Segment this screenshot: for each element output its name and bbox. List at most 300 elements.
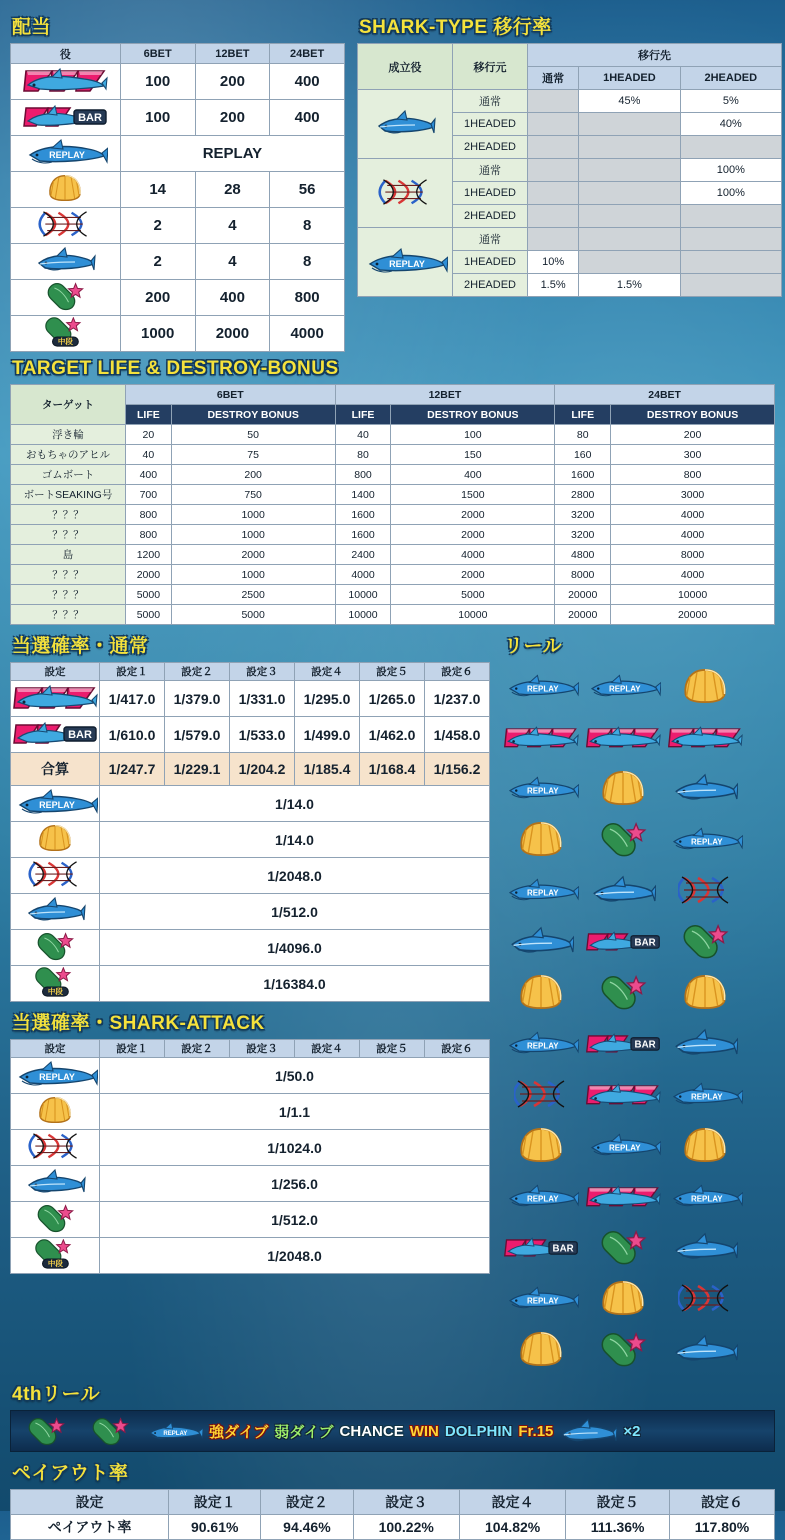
dna-icon bbox=[678, 1281, 732, 1315]
prob-value: 1/168.4 bbox=[360, 753, 425, 786]
table-row-total bbox=[11, 753, 490, 786]
table-row bbox=[11, 172, 345, 208]
prob-column bbox=[10, 625, 490, 1274]
header-life: LIFE bbox=[555, 405, 611, 425]
payout-value: 28 bbox=[195, 172, 270, 208]
target-value: 160 bbox=[555, 445, 611, 465]
header-setting-5: 設定５ bbox=[360, 663, 425, 681]
transition-value bbox=[528, 159, 579, 182]
starfish-icon bbox=[22, 281, 108, 311]
transition-value bbox=[680, 205, 781, 228]
reel-symbol-shark-7-pink bbox=[666, 713, 744, 761]
target-value: 1000 bbox=[171, 565, 335, 585]
reel-column-1 bbox=[502, 662, 580, 1373]
header-setting-1: 設定１ bbox=[100, 1040, 165, 1058]
reel-symbol-starfish bbox=[666, 917, 744, 965]
header-destroy: DESTROY BONUS bbox=[171, 405, 335, 425]
payout-header-role: 役 bbox=[11, 44, 121, 64]
symbol-shell bbox=[11, 172, 121, 208]
target-value: 40 bbox=[335, 425, 391, 445]
symbol-shark-blue bbox=[11, 1166, 100, 1202]
target-value: 800 bbox=[126, 505, 172, 525]
prob-value: 1/579.0 bbox=[165, 717, 230, 753]
reel-symbol-shell bbox=[502, 815, 580, 863]
header-setting-3: 設定３ bbox=[353, 1490, 459, 1515]
payout-value: 4000 bbox=[270, 316, 345, 352]
prob-value: 1/417.0 bbox=[100, 681, 165, 717]
reel-symbol-dna bbox=[666, 1274, 744, 1322]
target-value: 2800 bbox=[555, 485, 611, 505]
payout-rate-value: 117.80% bbox=[669, 1515, 774, 1540]
svg-text:REPLAY: REPLAY bbox=[389, 258, 425, 269]
target-value: 20 bbox=[126, 425, 172, 445]
payout-value: 200 bbox=[195, 100, 270, 136]
svg-text:REPLAY: REPLAY bbox=[527, 786, 559, 796]
table-row bbox=[11, 681, 490, 717]
symbol-shark-blue bbox=[11, 894, 100, 930]
svg-text:REPLAY: REPLAY bbox=[49, 150, 86, 160]
header-destroy: DESTROY BONUS bbox=[391, 405, 555, 425]
sharktype-section bbox=[357, 6, 782, 297]
prob-value: 1/204.2 bbox=[230, 753, 295, 786]
transition-value: 100% bbox=[680, 182, 781, 205]
reel-symbol-dna bbox=[502, 1070, 580, 1118]
header-setting-2: 設定２ bbox=[165, 1040, 230, 1058]
fourth-reel-starfish-icon bbox=[81, 1413, 139, 1449]
reel-symbol-replay bbox=[502, 662, 580, 710]
prob-value: 1/1.1 bbox=[100, 1094, 490, 1130]
target-name: ？？？ bbox=[11, 605, 126, 625]
prob-value: 1/295.0 bbox=[295, 681, 360, 717]
payout-value: 8 bbox=[270, 244, 345, 280]
transition-value bbox=[579, 113, 680, 136]
target-value: 10000 bbox=[335, 605, 391, 625]
header-setting-5: 設定５ bbox=[360, 1040, 425, 1058]
replay-icon bbox=[667, 1072, 743, 1116]
shell-icon bbox=[600, 1278, 646, 1318]
payout-value: 4 bbox=[195, 208, 270, 244]
payout-value: 400 bbox=[270, 100, 345, 136]
shell-icon bbox=[518, 1329, 564, 1369]
target-value: 1000 bbox=[171, 505, 335, 525]
transition-value bbox=[528, 113, 579, 136]
target-value: 2000 bbox=[126, 565, 172, 585]
symbol-shark-blue bbox=[11, 244, 121, 280]
prob-attack-title: 当選確率・SHARK-ATTACK bbox=[12, 1013, 265, 1034]
header-setting-3: 設定３ bbox=[230, 1040, 295, 1058]
svg-text:REPLAY: REPLAY bbox=[609, 1143, 641, 1153]
shark-blue-icon bbox=[590, 873, 656, 907]
table-row bbox=[11, 525, 775, 545]
starfish-icon bbox=[599, 973, 647, 1011]
symbol-shark-bar bbox=[11, 717, 100, 753]
target-value: 3200 bbox=[555, 525, 611, 545]
top-row bbox=[10, 6, 775, 352]
shell-icon bbox=[12, 823, 98, 853]
transition-value: 40% bbox=[680, 113, 781, 136]
svg-text:REPLAY: REPLAY bbox=[691, 1092, 723, 1102]
payout-rate-value: 90.61% bbox=[169, 1515, 261, 1540]
state-label: 通常 bbox=[453, 159, 528, 182]
prob-value: 1/256.0 bbox=[100, 1166, 490, 1202]
header-destroy: DESTROY BONUS bbox=[611, 405, 775, 425]
state-label: 2HEADED bbox=[453, 136, 528, 159]
table-row bbox=[11, 1238, 490, 1274]
payout-rate-value: 104.82% bbox=[459, 1515, 565, 1540]
target-value: 5000 bbox=[171, 605, 335, 625]
table-row bbox=[11, 1515, 775, 1540]
shark-bar-icon bbox=[22, 101, 108, 131]
transition-value: 1.5% bbox=[579, 274, 680, 297]
symbol-shark-7-pink bbox=[11, 681, 100, 717]
fourth-reel-text bbox=[518, 1413, 553, 1449]
replay-icon bbox=[503, 1276, 579, 1320]
reel-symbol-shark-blue bbox=[666, 1325, 744, 1373]
header-to-normal: 通常 bbox=[528, 67, 579, 90]
header-setting-2: 設定２ bbox=[261, 1490, 353, 1515]
payout-table bbox=[10, 43, 345, 352]
shark-bar-icon bbox=[585, 919, 661, 963]
target-value: 20000 bbox=[555, 585, 611, 605]
target-value: 4800 bbox=[555, 545, 611, 565]
transition-value bbox=[680, 136, 781, 159]
transition-value: 45% bbox=[579, 90, 680, 113]
transition-value bbox=[579, 228, 680, 251]
target-name: ？？？ bbox=[11, 585, 126, 605]
target-value: 4000 bbox=[611, 505, 775, 525]
table-row bbox=[11, 136, 345, 172]
replay-icon bbox=[362, 246, 448, 276]
svg-text:BAR: BAR bbox=[634, 937, 656, 949]
table-row bbox=[11, 894, 490, 930]
header-setting-1: 設定１ bbox=[169, 1490, 261, 1515]
target-value: 4000 bbox=[335, 565, 391, 585]
reel-symbol-replay bbox=[666, 1070, 744, 1118]
payout-header-12bet: 12BET bbox=[195, 44, 270, 64]
reel-symbol-shell bbox=[666, 662, 744, 710]
target-value: 1600 bbox=[335, 505, 391, 525]
table-row bbox=[358, 90, 782, 113]
starfish-icon bbox=[12, 1203, 98, 1233]
fourth-reel-label: CHANCE bbox=[339, 1422, 404, 1440]
payout-rate-label: ペイアウト率 bbox=[11, 1515, 169, 1540]
shell-icon bbox=[600, 768, 646, 808]
prob-value: 1/512.0 bbox=[100, 1202, 490, 1238]
reel-symbol-starfish bbox=[584, 1223, 662, 1271]
symbol-starfish-chudan bbox=[11, 966, 100, 1002]
symbol-replay bbox=[11, 1058, 100, 1094]
svg-text:中段: 中段 bbox=[58, 337, 74, 346]
target-title: TARGET LIFE & DESTROY-BONUS bbox=[12, 358, 339, 379]
shell-icon bbox=[518, 1125, 564, 1165]
fourth-reel-text bbox=[623, 1413, 640, 1449]
target-value: 10000 bbox=[611, 585, 775, 605]
sharktype-table bbox=[357, 43, 782, 297]
reel-symbol-replay bbox=[584, 662, 662, 710]
svg-text:REPLAY: REPLAY bbox=[527, 1041, 559, 1051]
fourth-reel-text bbox=[209, 1413, 268, 1449]
target-value: 80 bbox=[555, 425, 611, 445]
transition-value bbox=[528, 182, 579, 205]
prob-normal-table bbox=[10, 662, 490, 1002]
transition-value bbox=[680, 251, 781, 274]
svg-text:BAR: BAR bbox=[634, 1039, 656, 1051]
reel-symbol-replay bbox=[584, 1121, 662, 1169]
fourth-reel-text bbox=[340, 1413, 404, 1449]
reel-column-2 bbox=[584, 662, 662, 1373]
table-row bbox=[11, 425, 775, 445]
payout-value: 2 bbox=[120, 208, 195, 244]
table-row bbox=[11, 966, 490, 1002]
payout-value: 100 bbox=[120, 64, 195, 100]
prob-attack-table bbox=[10, 1039, 490, 1274]
transition-value bbox=[579, 136, 680, 159]
dna-icon bbox=[678, 873, 732, 907]
target-value: 5000 bbox=[126, 605, 172, 625]
shark-7-pink-icon bbox=[585, 715, 661, 759]
reel-column-3 bbox=[666, 662, 744, 1373]
replay-icon bbox=[12, 787, 98, 817]
payout-value: 4 bbox=[195, 244, 270, 280]
dna-icon bbox=[12, 859, 98, 889]
starfish-icon bbox=[599, 1228, 647, 1266]
payout-value: 8 bbox=[270, 208, 345, 244]
table-row bbox=[358, 159, 782, 182]
target-value: 2000 bbox=[171, 545, 335, 565]
reel-symbol-shark-bar bbox=[584, 917, 662, 965]
fourth-reel-label: WIN bbox=[409, 1422, 439, 1440]
reel-symbol-starfish bbox=[584, 968, 662, 1016]
reel-symbol-shell bbox=[502, 1121, 580, 1169]
prob-normal-title: 当選確率・通常 bbox=[12, 636, 149, 657]
table-row bbox=[11, 100, 345, 136]
target-value: 40 bbox=[126, 445, 172, 465]
svg-text:REPLAY: REPLAY bbox=[691, 1194, 723, 1204]
header-setting: 設定 bbox=[11, 1040, 100, 1058]
target-value: 1500 bbox=[391, 485, 555, 505]
target-value: 700 bbox=[126, 485, 172, 505]
header-6bet: 6BET bbox=[126, 385, 336, 405]
header-setting-3: 設定３ bbox=[230, 663, 295, 681]
shell-icon bbox=[682, 666, 728, 706]
table-header-row bbox=[11, 44, 345, 64]
target-value: 5000 bbox=[126, 585, 172, 605]
prob-value: 1/331.0 bbox=[230, 681, 295, 717]
table-row bbox=[11, 930, 490, 966]
table-row bbox=[11, 858, 490, 894]
shark-7-pink-icon bbox=[585, 1174, 661, 1218]
transition-value bbox=[579, 159, 680, 182]
prob-value: 1/156.2 bbox=[425, 753, 490, 786]
target-name: ゴムボート bbox=[11, 465, 126, 485]
svg-text:中段: 中段 bbox=[47, 1259, 63, 1268]
target-value: 10000 bbox=[335, 585, 391, 605]
payout-value: 200 bbox=[195, 64, 270, 100]
target-value: 2400 bbox=[335, 545, 391, 565]
table-header-row bbox=[358, 44, 782, 67]
payout-value-replay: REPLAY bbox=[120, 136, 344, 172]
table-row bbox=[11, 244, 345, 280]
transition-value bbox=[528, 205, 579, 228]
shark-blue-icon bbox=[672, 1332, 738, 1366]
table-row bbox=[11, 565, 775, 585]
payout-header-6bet: 6BET bbox=[120, 44, 195, 64]
payout-value: 400 bbox=[270, 64, 345, 100]
fourth-reel-label: ×2 bbox=[623, 1422, 641, 1440]
target-value: 2500 bbox=[171, 585, 335, 605]
fourth-reel-starfish-icon bbox=[17, 1413, 75, 1449]
dna-icon bbox=[362, 177, 448, 207]
target-value: 80 bbox=[335, 445, 391, 465]
transition-value: 5% bbox=[680, 90, 781, 113]
table-row bbox=[11, 717, 490, 753]
target-value: 1600 bbox=[335, 525, 391, 545]
dna-icon bbox=[12, 1131, 98, 1161]
table-row bbox=[11, 545, 775, 565]
replay-icon bbox=[22, 137, 108, 167]
transition-value bbox=[579, 205, 680, 228]
reel-symbol-shark-7-pink bbox=[584, 1172, 662, 1220]
target-value: 20000 bbox=[611, 605, 775, 625]
reel-symbol-starfish bbox=[584, 815, 662, 863]
replay-icon bbox=[667, 1174, 743, 1218]
reel-symbol-replay bbox=[502, 1274, 580, 1322]
prob-value: 1/2048.0 bbox=[100, 1238, 490, 1274]
payout-value: 2 bbox=[120, 244, 195, 280]
table-header-row bbox=[11, 385, 775, 405]
header-12bet: 12BET bbox=[335, 385, 555, 405]
shark-blue-icon bbox=[508, 924, 574, 958]
svg-text:REPLAY: REPLAY bbox=[39, 1072, 75, 1082]
reel-symbol-shark-blue bbox=[584, 866, 662, 914]
target-value: 400 bbox=[126, 465, 172, 485]
prob-value: 1/247.7 bbox=[100, 753, 165, 786]
target-value: 8000 bbox=[555, 565, 611, 585]
table-row bbox=[11, 316, 345, 352]
shark-bar-icon bbox=[585, 1021, 661, 1065]
target-value: 1400 bbox=[335, 485, 391, 505]
replay-icon bbox=[503, 1021, 579, 1065]
target-value: 300 bbox=[611, 445, 775, 465]
target-table bbox=[10, 384, 775, 625]
reel-symbol-shark-blue bbox=[666, 1223, 744, 1271]
payout-rate-value: 100.22% bbox=[353, 1515, 459, 1540]
shark-7-pink-icon bbox=[667, 715, 743, 759]
reel-symbol-replay bbox=[502, 866, 580, 914]
target-value: 200 bbox=[611, 425, 775, 445]
starfish-icon bbox=[599, 820, 647, 858]
starfish-chudan-icon bbox=[12, 967, 98, 997]
svg-text:REPLAY: REPLAY bbox=[527, 684, 559, 694]
header-target: ターゲット bbox=[11, 385, 126, 425]
shark-7-pink-icon bbox=[12, 682, 98, 712]
table-row bbox=[11, 64, 345, 100]
svg-text:REPLAY: REPLAY bbox=[527, 888, 559, 898]
fourth-reel-replay-icon bbox=[145, 1413, 203, 1449]
prob-value: 1/462.0 bbox=[360, 717, 425, 753]
target-value: 5000 bbox=[391, 585, 555, 605]
transition-value bbox=[528, 136, 579, 159]
reel-symbol-shell bbox=[666, 968, 744, 1016]
starfish-chudan-icon bbox=[12, 1239, 98, 1269]
replay-icon bbox=[585, 1123, 661, 1167]
state-label: 1HEADED bbox=[453, 251, 528, 274]
payout-value: 56 bbox=[270, 172, 345, 208]
dna-icon bbox=[22, 209, 108, 239]
header-setting-2: 設定２ bbox=[165, 663, 230, 681]
shell-icon bbox=[682, 972, 728, 1012]
target-value: 400 bbox=[391, 465, 555, 485]
reel-symbol-shell bbox=[584, 1274, 662, 1322]
replay-icon bbox=[503, 766, 579, 810]
payout-value: 14 bbox=[120, 172, 195, 208]
shell-icon bbox=[518, 972, 564, 1012]
table-row bbox=[11, 1202, 490, 1238]
payout-header-24bet: 24BET bbox=[270, 44, 345, 64]
target-name: 浮き輪 bbox=[11, 425, 126, 445]
payout-value: 2000 bbox=[195, 316, 270, 352]
reel-symbol-shark-blue bbox=[502, 917, 580, 965]
state-label: 2HEADED bbox=[453, 205, 528, 228]
prob-value: 1/1024.0 bbox=[100, 1130, 490, 1166]
transition-value: 10% bbox=[528, 251, 579, 274]
header-setting-5: 設定５ bbox=[566, 1490, 670, 1515]
target-name: 島 bbox=[11, 545, 126, 565]
header-to: 移行先 bbox=[528, 44, 782, 67]
symbol-shark-blue bbox=[358, 90, 453, 159]
fourth-reel-text bbox=[445, 1413, 513, 1449]
shark-7-pink-icon bbox=[585, 1072, 661, 1116]
table-row bbox=[358, 228, 782, 251]
shark-blue-icon bbox=[12, 895, 98, 925]
header-setting-6: 設定６ bbox=[669, 1490, 774, 1515]
reel-symbol-shark-bar bbox=[502, 1223, 580, 1271]
payout-rate-table bbox=[10, 1489, 775, 1540]
sharktype-title: SHARK-TYPE 移行率 bbox=[359, 17, 552, 38]
symbol-shark-7-pink bbox=[11, 64, 121, 100]
svg-text:中段: 中段 bbox=[47, 987, 63, 996]
reel-symbol-replay bbox=[666, 815, 744, 863]
reel-symbol-shell bbox=[502, 1325, 580, 1373]
target-value: 800 bbox=[611, 465, 775, 485]
prob-value: 1/379.0 bbox=[165, 681, 230, 717]
shark-7-pink-icon bbox=[22, 65, 108, 95]
payout-value: 800 bbox=[270, 280, 345, 316]
target-value: 2000 bbox=[391, 565, 555, 585]
prob-value: 1/2048.0 bbox=[100, 858, 490, 894]
target-value: 150 bbox=[391, 445, 555, 465]
starfish-icon bbox=[12, 931, 98, 961]
reel-symbol-replay bbox=[502, 764, 580, 812]
header-to-2headed: 2HEADED bbox=[680, 67, 781, 90]
fourth-reel-title: 4thリール bbox=[12, 1384, 101, 1405]
shark-blue-icon bbox=[672, 771, 738, 805]
target-value: 8000 bbox=[611, 545, 775, 565]
target-value: 10000 bbox=[391, 605, 555, 625]
svg-text:REPLAY: REPLAY bbox=[39, 800, 75, 810]
target-value: 1200 bbox=[126, 545, 172, 565]
symbol-starfish bbox=[11, 280, 121, 316]
header-setting-4: 設定４ bbox=[295, 663, 360, 681]
target-name: ？？？ bbox=[11, 505, 126, 525]
shark-7-pink-icon bbox=[503, 715, 579, 759]
transition-value: 100% bbox=[680, 159, 781, 182]
transition-value bbox=[680, 274, 781, 297]
target-value: 100 bbox=[391, 425, 555, 445]
header-setting-4: 設定４ bbox=[459, 1490, 565, 1515]
state-label: 1HEADED bbox=[453, 182, 528, 205]
state-label: 1HEADED bbox=[453, 113, 528, 136]
